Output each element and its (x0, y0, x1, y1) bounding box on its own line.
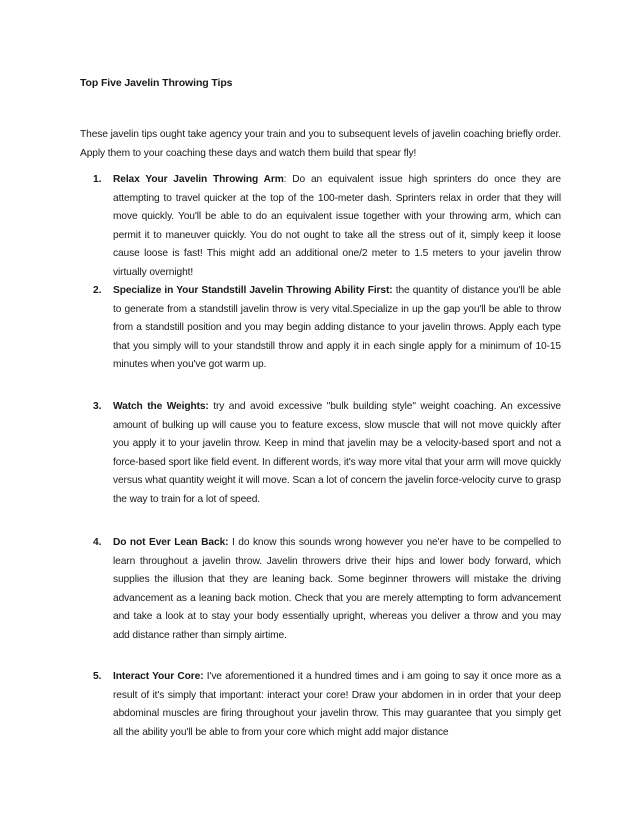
tip-body: try and avoid excessive "bulk building style" weight coaching. An excessive amount of bulking up will cause you to feature excess, slow muscle that will not move quickly after you apply it to your javelin throw. Keep in mind that javelin may be a velocity-based sport and not a force-based sport like field event. In different words, it's way more vital that your arm will move quickly versus what quantity weight it will move. Scan a lot of concern the javelin force-velocity curve to grasp the way to train for a lot of speed. (113, 401, 562, 505)
tip-item (80, 668, 561, 742)
intro-paragraph: These javelin tips ought take agency your train and you to subsequent levels of javelin coaching briefly order. Apply them to your coaching these days and watch them build that spear fly! (80, 129, 561, 159)
tip-heading: Do not Ever Lean Back: (113, 537, 229, 548)
tip-body: I do know this sounds wrong however you ne'er have to be compelled to learn throughout a javelin throw. Javelin throwers drive their hips and lower body forward, which supplies the illusion that they are leaning back. Some beginner throwers will mistake the driving advancement as a leaning back motion. Check that you are merely attempting to form advancement and take a look at to stay your body essentially upright, whereas you deliver a throw and you may add distance rather than simply airtime. (113, 537, 562, 641)
tip-number: 3. (93, 401, 102, 412)
tip-number: 2. (93, 285, 102, 296)
tip-item (80, 282, 561, 375)
tip-text (113, 171, 561, 283)
tip-item (80, 534, 561, 646)
tip-item (80, 171, 561, 283)
tip-body: : Do an equivalent issue high sprinters do once they are attempting to travel quicker at the top of the 100-meter dash. Sprinters relax in order that they will move quickly. You'll be able to do an equivalent issue together with your throwing arm, which can permit it to maneuver quickly. You do not ought to take all the stress out of it, simply keep it loose cause loose is fast! This might add an additional one/2 meter to 1.5 meters to your javelin throw virtually overnight! (113, 174, 561, 278)
tip-heading: Specialize in Your Standstill Javelin Throwing Ability First: (113, 285, 393, 296)
tip-heading: Watch the Weights: (113, 401, 209, 412)
tip-number: 4. (93, 537, 102, 548)
tip-body: the quantity of distance you'll be able to generate from a standstill javelin throw is very vital.Specialize in up the gap you'll be able to throw from a standstill position and you may begin adding distance to your javelin throws. Apply each type that you simply will to your standstill throw and apply it in each single apply for a minimum of 10-15 minutes when you've got warm up. (113, 285, 561, 371)
tip-body: I've aforementioned it a hundred times and i am going to say it once more as a result of it's simply that important: interact your core! Draw your abdomen in in order that your deep abdominal muscles are firing throughout your javelin throw. This may guarantee that you simply get all the ability you'll be able to from your core which might add major distance (113, 671, 561, 738)
tip-item (80, 398, 561, 510)
tip-text (113, 534, 561, 646)
document-title: Top Five Javelin Throwing Tips (80, 77, 233, 89)
tip-number: 5. (93, 671, 102, 682)
tip-number: 1. (93, 174, 102, 185)
tip-text (113, 668, 561, 742)
tip-text (113, 398, 561, 510)
tip-heading: Relax Your Javelin Throwing Arm (113, 174, 284, 185)
tip-text (113, 282, 561, 375)
tip-heading: Interact Your Core: (113, 671, 204, 682)
